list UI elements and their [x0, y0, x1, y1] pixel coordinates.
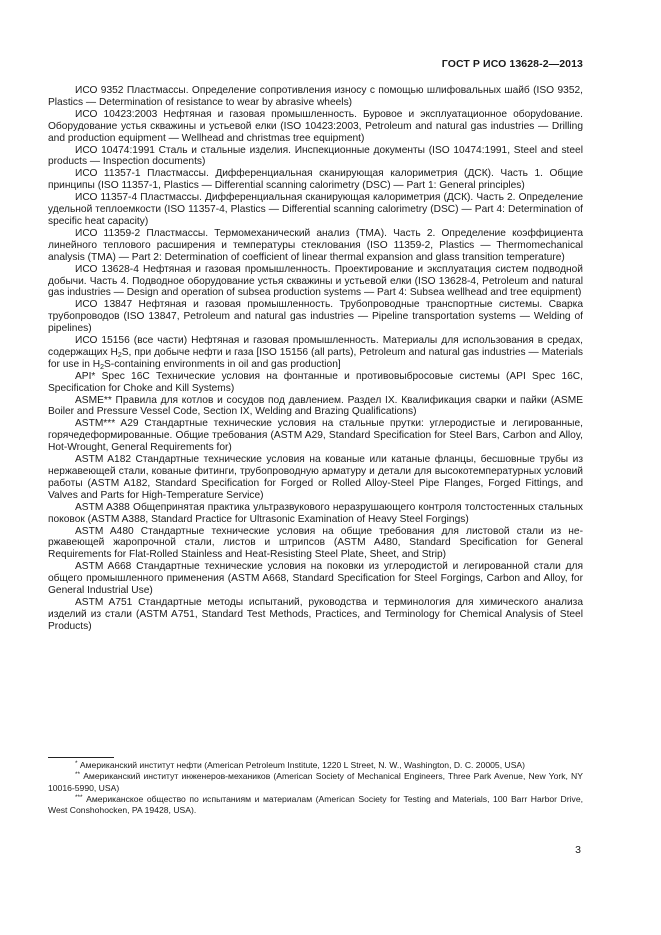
reference-iso-13847: ИСО 13847 Нефтяная и газовая промышленность. Трубопроводные транспортные системы. Сварка трубопроводов (ISO 13847, Petroleum and natural gas industries — Pipeline transportation systems — Welding of pipelines) [48, 299, 583, 335]
footnote-mark: ** [75, 771, 81, 779]
footnote-text: Американский институт нефти (American Petroleum Institute, 1220 L Street, N. W., Washington, D. C. 20005, USA) [77, 760, 526, 770]
reference-astm-a751: ASTM A751 Стандартные методы испытаний, руководства и терминология для химического анализа изделий из стали (ASTM A751, Standard Test Methods, Practices, and Terminology for Chemical Analysis of Steel Products) [48, 596, 583, 632]
subscript-2: 2 [117, 351, 122, 359]
footnote-api [48, 760, 583, 771]
footnote-mark: * [75, 760, 78, 767]
reference-astm-a29: ASTM*** A29 Стандартные технические условия на стальные прутки: углеродистые и легированные, горячедеформированные. Общие требования (ASTM A29, Standard Specification for Steel Bars, Carbon and Alloy, Hot-Wrought, General Requirements for) [48, 418, 583, 454]
reference-astm-a668: ASTM A668 Стандартные технические условия на поковки из углеродистой и легированной стали для общего промышленного применения (ASTM A668, Standard Specification for Steel Forgings, Carbon and Alloy, for General Industrial Use) [48, 561, 583, 597]
reference-astm-a388: ASTM A388 Общепринятая практика ультразвукового неразрушающего контроля толстостенных стальных поковок (ASTM A388, Standard Practice for Ultrasonic Examination of Heavy Steel Forgings) [48, 501, 583, 525]
page-number: 3 [575, 844, 581, 856]
reference-iso-10474: ИСО 10474:1991 Сталь и стальные изделия. Инспекционные документы (ISO 10474:1991, Steel and steel products — Inspection documents) [48, 144, 583, 168]
document-id-header: ГОСТ Р ИСО 13628-2—2013 [441, 58, 583, 70]
reference-iso-13628-4: ИСО 13628-4 Нефтяная и газовая промышленность. Проектирование и эксплуатация систем подводной добычи. Часть 4. Подводное оборудование устья скважины и устьевой елки (ISO 13628-4, Petroleum and natural gas industries — Design and operation of subsea production systems — Part 4: Subsea wellhead and tree equipment) [48, 263, 583, 299]
reference-iso-11357-4: ИСО 11357-4 Пластмассы. Дифференциальная сканирующая калориметрия (ДСК). Часть 2. Определение удельной теплоемкости (ISO 11357-4, Plastics — Differential scanning calorimetry (DSC) — Part 4: Determination of specific heat capacity) [48, 192, 583, 227]
reference-iso-15156 [48, 335, 583, 371]
footnote-asme [48, 771, 583, 794]
footnote-astm [48, 794, 583, 817]
references-list [48, 85, 583, 633]
reference-iso-9352: ИСО 9352 Пластмассы. Определение сопротивления износу с помощью шлифовальных шайб (ISO 9352, Plastics — Determination of resistance to wear by abrasive wheels) [48, 85, 583, 108]
footnote-text: Американское общество по испытаниям и материалам (American Society for Testing and Materials, 100 Barr Harbor Drive, West Conshohocken, PA 19428, USA). [48, 793, 583, 816]
footnote-divider [48, 757, 114, 758]
reference-api-16c: API* Spec 16C Технические условия на фонтанные и противовыбросовые системы (API Spec 16C, Specification for Choke and Kill Systems) [48, 370, 583, 394]
reference-iso-15156-part1: ИСО 15156 (все части) Нефтяная и газовая промышленность. Материалы для использования в средах, содержащих H [48, 335, 583, 358]
subscript-2: 2 [100, 363, 104, 371]
footnotes [48, 757, 583, 816]
reference-iso-15156-part3: S-containing environments in oil and gas production] [104, 358, 341, 370]
footnote-mark: *** [75, 793, 83, 801]
reference-asme: ASME** Правила для котлов и сосудов под давлением. Раздел IX. Квалификация сварки и пайки (ASME Boiler and Pressure Vessel Code, Section IX, Welding and Brazing Qualifications) [48, 394, 583, 418]
reference-astm-a480: ASTM A480 Стандартные технические условия на общие требования для листовой стали из нержавеющей жаропрочной стали, листов и штрипсов (ASTM A480, Standard Specification for General Requirements for Flat-Rolled Stainless and Heat-Resisting Steel Plate, Sheet, and Strip) [48, 525, 583, 561]
reference-iso-11357-1: ИСО 11357-1 Пластмассы. Дифференциальная сканирующая калориметрия (ДСК). Часть 1. Общие принципы (ISO 11357-1, Plastics — Differential scanning calorimetry (DSC) — Part 1: General principles) [48, 168, 583, 192]
reference-astm-a182: ASTM A182 Стандартные технические условия на кованые или катаные фланцы, бесшовные трубы из нержавеющей стали, кованые фитинги, трубопроводную арматуру и детали для высокотемпературных условий работы (ASTM A182, Standard Specification for Forged or Rolled Alloy-Steel Pipe Flanges, Forged Fittings, and Valves and Parts for High-Temperature Service) [48, 454, 583, 501]
reference-iso-11359-2: ИСО 11359-2 Пластмассы. Термомеханический анализ (ТМА). Часть 2. Определение коэффициента линейного теплового расширения и температуры стеклования (ISO 11359-2, Plastics — Thermomechanical analysis (TMA) — Part 2: Determination of coefficient of linear thermal expansion and glass transition temperature) [48, 227, 583, 263]
reference-iso-15156-part2: S, при добыче нефти и газа [ISO 15156 (all parts), Petroleum and natural gas industries — Materials for use in H [48, 346, 583, 370]
footnote-text: Американский институт инженеров-механиков (American Society of Mechanical Engineers, Three Park Avenue, New York, NY 10016-5990, USA) [48, 771, 583, 793]
reference-iso-10423: ИСО 10423:2003 Нефтяная и газовая промышленность. Буровое и эксплуатационное оборуdование. Оборудование устья скважины и устьевой елки (ISO 10423:2003, Petroleum and natural gas industries — Drilling and production equipment — Wellhead and christmas tree equipment) [48, 108, 583, 144]
